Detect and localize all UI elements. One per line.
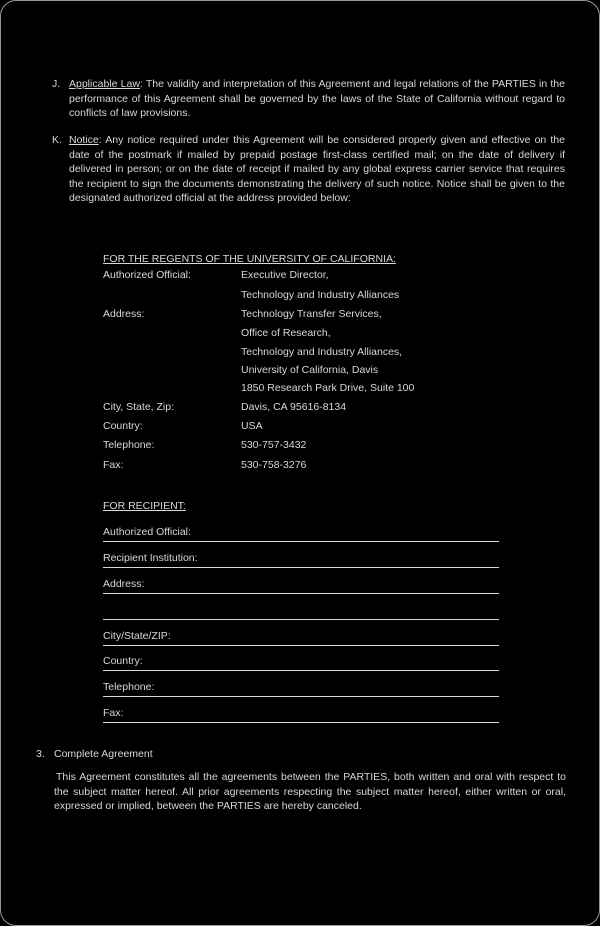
- clause-applicable-law: [52, 77, 565, 121]
- field-label: Fax:: [103, 707, 124, 719]
- clause-title: Notice: [69, 134, 99, 146]
- regents-city-value: Davis, CA 95616-8134: [241, 401, 347, 413]
- regents-address-label: Address:: [103, 308, 145, 320]
- field-label: Recipient Institution:: [103, 552, 198, 564]
- regents-address-line-2: Office of Research,: [241, 327, 331, 339]
- recipient-heading: FOR RECIPIENT:: [103, 500, 186, 512]
- section-title: Complete Agreement: [54, 748, 153, 760]
- section-number: 3.: [36, 748, 45, 760]
- recipient-telephone-field[interactable]: [103, 678, 499, 697]
- field-label: Telephone:: [103, 681, 155, 693]
- recipient-fax-field[interactable]: [103, 704, 499, 723]
- recipient-authorized-official-field[interactable]: [103, 523, 499, 542]
- regents-fax-value: 530-758-3276: [241, 459, 307, 471]
- regents-authorized-official-value-2: Technology and Industry Alliances: [241, 289, 400, 301]
- regents-country-value: USA: [241, 420, 263, 432]
- clause-label: K.: [52, 134, 62, 146]
- clause-text: : Any notice required under this Agreement will be considered properly given and effective on the date of the postmark if mailed by prepaid postage first-class certified mail; on the date of delivery if delivered in person; or on the date of receipt if mailed by any global express carrier service that requires the recipient to sign the documents demonstrating the delivery of such notice. Notice shall be given to the designated authorized official at the address provided below:: [69, 134, 565, 205]
- regents-address-line-3: Technology and Industry Alliances,: [241, 346, 403, 358]
- regents-address-line-1: Technology Transfer Services,: [241, 308, 382, 320]
- regents-address-line-5: 1850 Research Park Drive, Suite 100: [241, 382, 415, 394]
- recipient-address-continuation-line[interactable]: [103, 619, 499, 620]
- field-label: Address:: [103, 578, 145, 590]
- field-label: City/State/ZIP:: [103, 630, 171, 642]
- regents-heading: FOR THE REGENTS OF THE UNIVERSITY OF CALIFORNIA:: [103, 253, 396, 265]
- clause-title: Applicable Law: [69, 78, 140, 90]
- section-paragraph: This Agreement constitutes all the agreements between the PARTIES, both written and oral with respect to the subject matter hereof. All prior agreements respecting the subject matter hereof, either written or oral, expressed or implied, between the PARTIES are hereby canceled.: [54, 771, 566, 813]
- regents-fax-label: Fax:: [103, 459, 124, 471]
- regents-country-label: Country:: [103, 420, 143, 432]
- recipient-institution-field[interactable]: [103, 549, 499, 568]
- regents-telephone-value: 530-757-3432: [241, 439, 307, 451]
- field-label: Authorized Official:: [103, 526, 191, 538]
- clause-notice: [52, 133, 565, 206]
- recipient-country-field[interactable]: [103, 652, 499, 671]
- regents-authorized-official-value-1: Executive Director,: [241, 269, 329, 281]
- regents-authorized-official-label: Authorized Official:: [103, 269, 191, 281]
- recipient-city-field[interactable]: [103, 627, 499, 646]
- field-label: Country:: [103, 655, 143, 667]
- regents-address-line-4: University of California, Davis: [241, 364, 379, 376]
- regents-city-label: City, State, Zip:: [103, 401, 174, 413]
- clause-text: : The validity and interpretation of this Agreement and legal relations of the PARTIES in the performance of this Agreement shall be governed by the laws of the State of California without regard to conflicts of law provisions.: [69, 78, 565, 120]
- recipient-address-field[interactable]: [103, 575, 499, 594]
- clause-label: J.: [52, 78, 61, 90]
- regents-telephone-label: Telephone:: [103, 439, 155, 451]
